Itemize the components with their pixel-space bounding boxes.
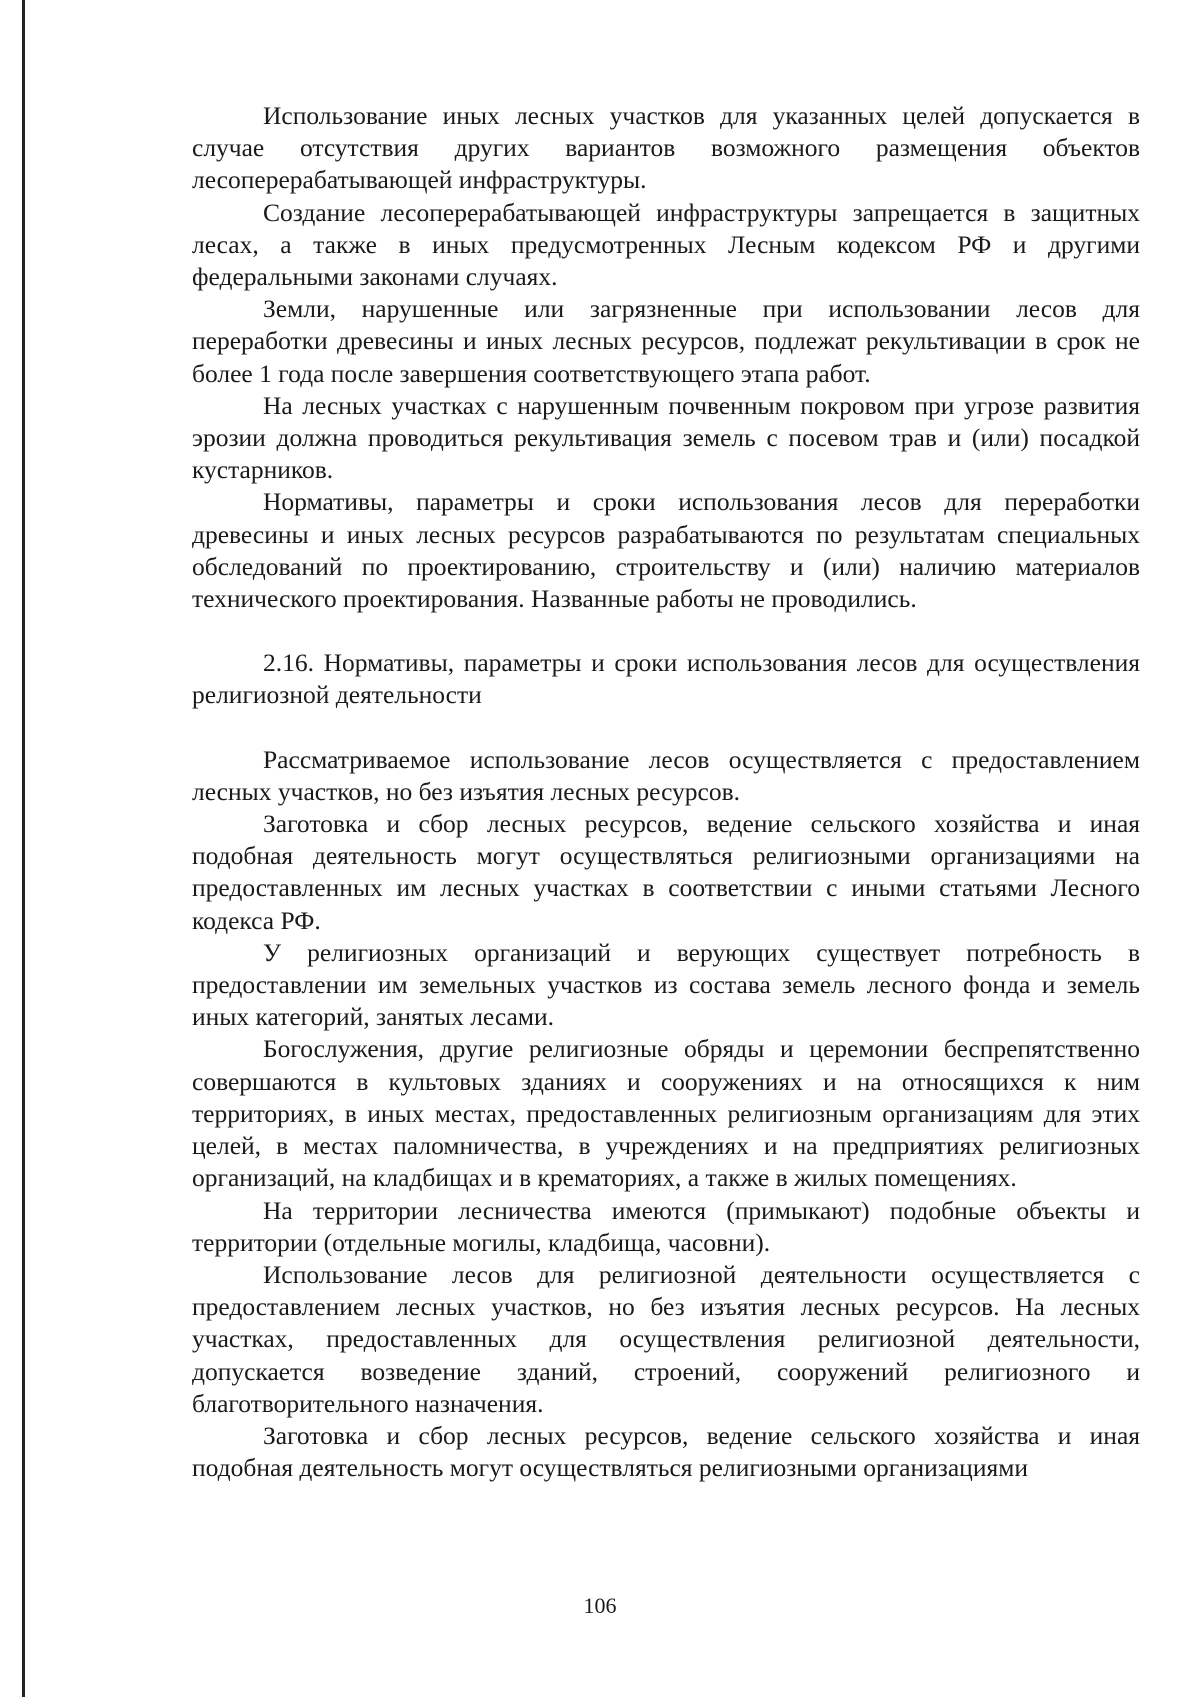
paragraph: Нормативы, параметры и сроки использования лесов для переработки древесины и иных лесных ресурсов разрабатываются по результатам специальных обследований по проектированию, строительству и (или) наличию материалов технического проектирования. Названные работы не проводились.: [192, 487, 1140, 614]
paragraph: Создание лесоперерабатывающей инфраструктуры запрещается в защитных лесах, а также в иных предусмотренных Лесным кодексом РФ и другими федеральными законами случаях.: [192, 197, 1140, 292]
document-body: [192, 100, 1140, 1484]
paragraph: На территории лесничества имеются (примыкают) подобные объекты и территории (отдельные могилы, кладбища, часовни).: [192, 1195, 1140, 1257]
paragraph: Заготовка и сбор лесных ресурсов, ведение сельского хозяйства и иная подобная деятельность могут осуществляться религиозными организациями: [192, 1420, 1140, 1483]
section-heading: 2.16. Нормативы, параметры и сроки использования лесов для осуществления религиозной деятельности: [192, 648, 1140, 710]
scan-edge-line: [22, 0, 25, 1697]
paragraph: Использование иных лесных участков для указанных целей допускается в случае отсутствия других вариантов возможного размещения объектов лесоперерабатывающей инфраструктуры.: [192, 101, 1140, 195]
paragraph: На лесных участках с нарушенным почвенным покровом при угрозе развития эрозии должна проводиться рекультивация земель с посевом трав и (или) посадкой кустарников.: [192, 390, 1140, 485]
paragraph: Земли, нарушенные или загрязненные при использовании лесов для переработки древесины и иных лесных ресурсов, подлежат рекультивации в срок не более 1 года после завершения соответствующего этапа работ.: [192, 294, 1140, 388]
paragraph: Богослужения, другие религиозные обряды и церемонии беспрепятственно совершаются в культовых зданиях и сооружениях и на относящихся к ним территориях, в иных местах, предоставленных религиозным организациям для этих целей, в местах паломничества, в учреждениях и на предприятиях религиозных организаций, на кладбищах и в крематориях, а также в жилых помещениях.: [192, 1034, 1140, 1193]
paragraph: Использование лесов для религиозной деятельности осуществляется с предоставлением лесных участков, но без изъятия лесных ресурсов. На лесных участках, предоставленных для осуществления религиозной деятельности, допускается возведение зданий, строений, сооружений религиозного и благотворительного назначения.: [192, 1259, 1140, 1418]
paragraph: У религиозных организаций и верующих существует потребность в предоставлении им земельных участков из состава земель лесного фонда и земель иных категорий, занятых лесами.: [192, 937, 1140, 1032]
paragraph: Рассматриваемое использование лесов осуществляется с предоставлением лесных участков, но без изъятия лесных ресурсов.: [192, 744, 1140, 806]
paragraph: Заготовка и сбор лесных ресурсов, ведение сельского хозяйства и иная подобная деятельность могут осуществляться религиозными организациями на предоставленных им лесных участках в соответствии с иными статьями Лесного кодекса РФ.: [192, 809, 1140, 935]
page-number: 106: [583, 1593, 617, 1618]
